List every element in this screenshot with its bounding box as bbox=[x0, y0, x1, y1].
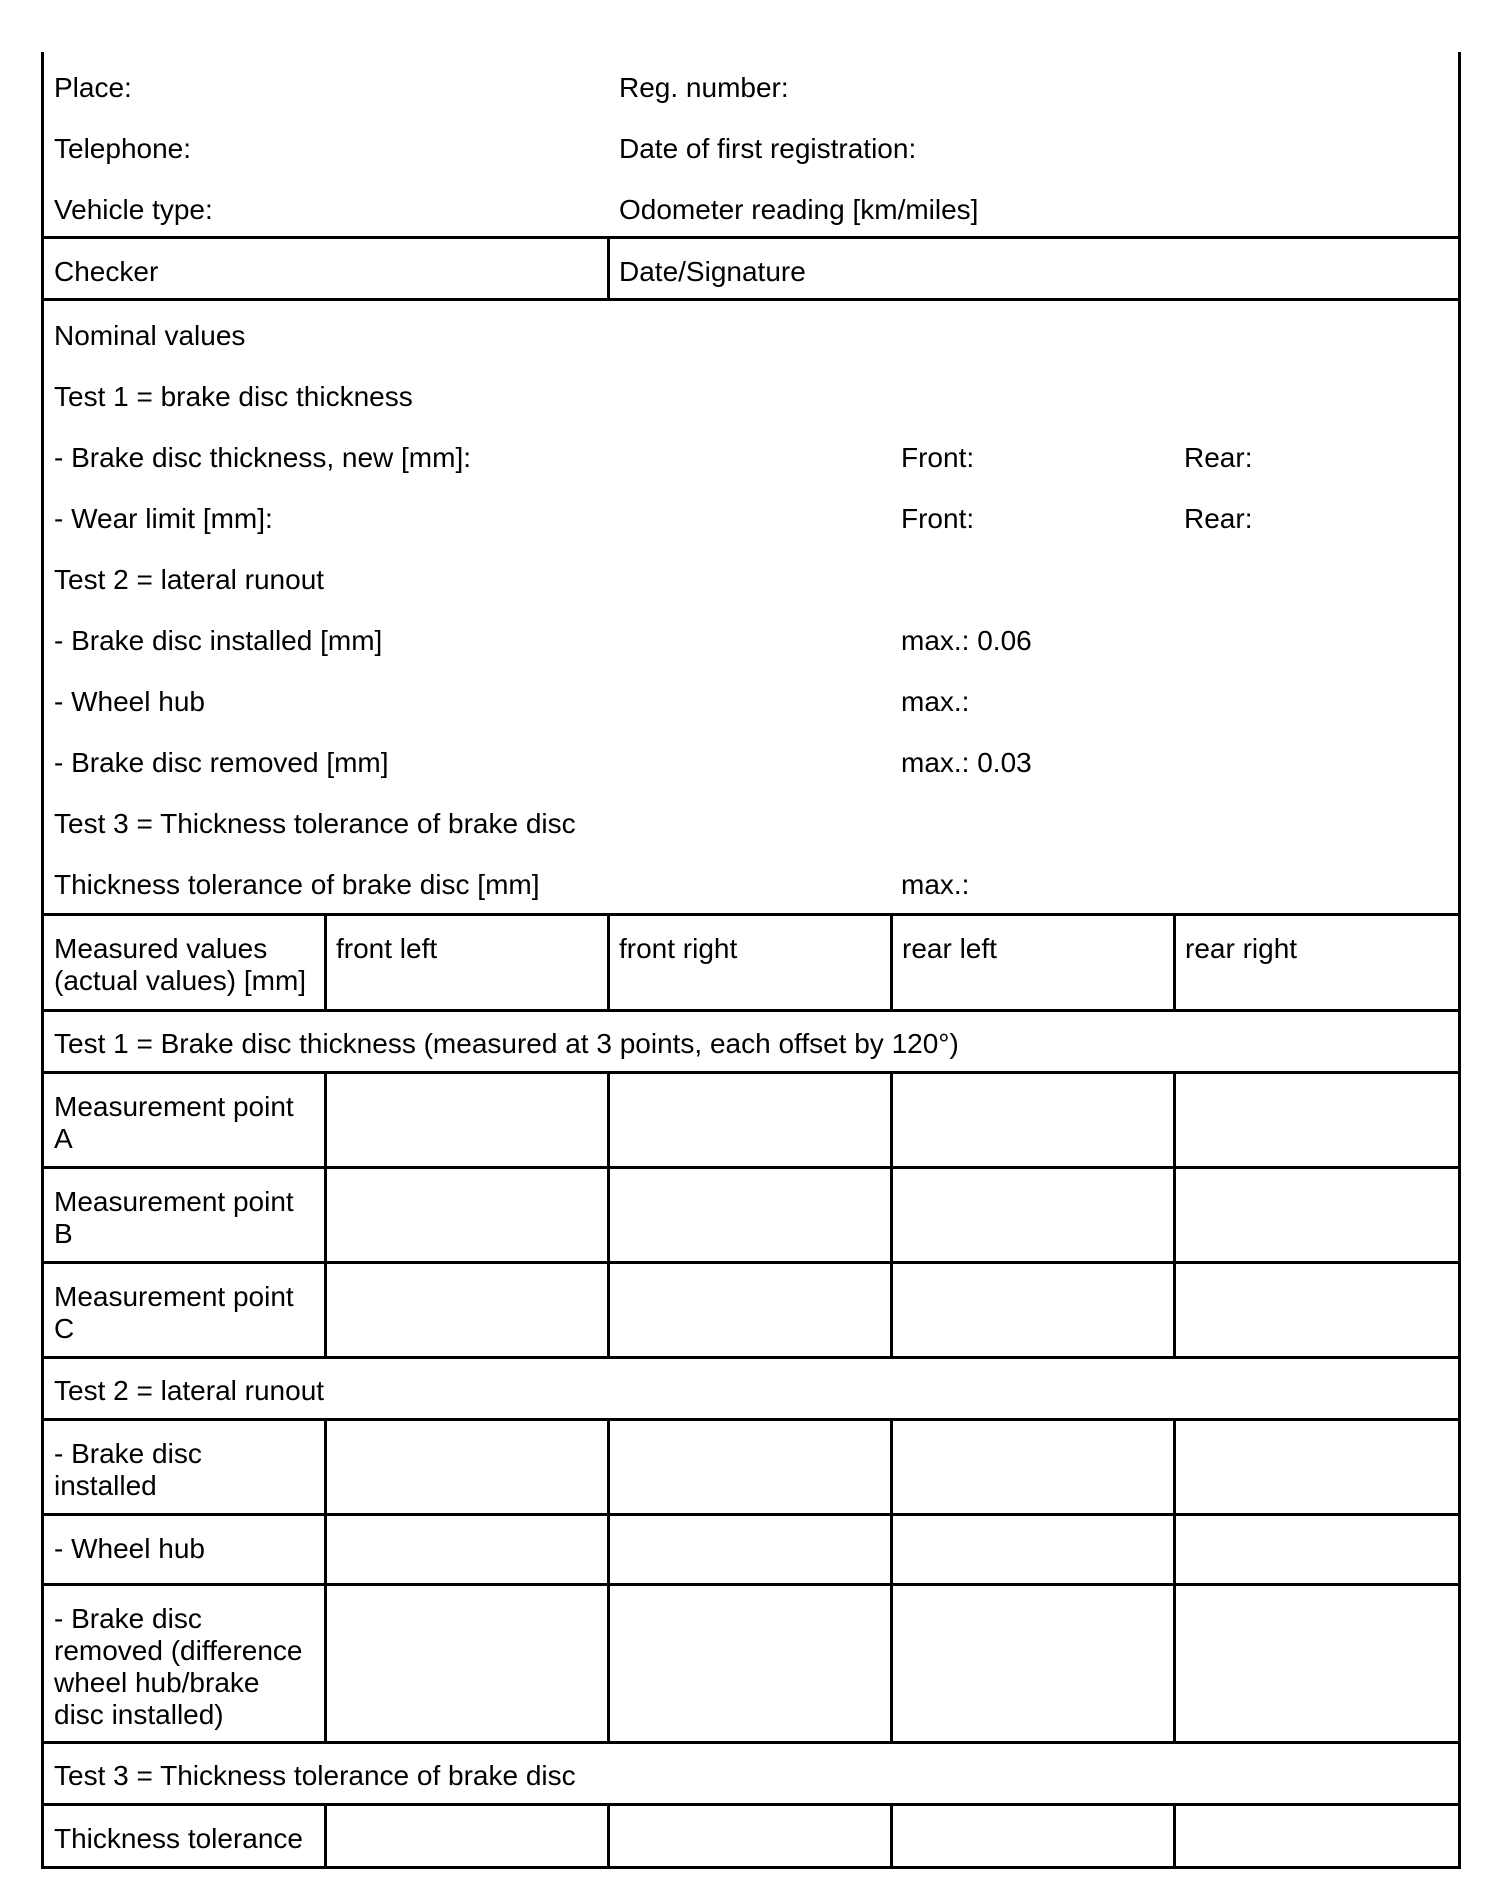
border-right bbox=[1458, 52, 1461, 1869]
wear-limit-front: Front: bbox=[901, 503, 975, 534]
measured-values-header: Measured values (actual values) [mm] bbox=[54, 933, 307, 996]
divider bbox=[41, 1418, 1461, 1421]
tolerance-label: Thickness tolerance of brake disc [mm] bbox=[54, 869, 540, 900]
column-divider bbox=[890, 1418, 893, 1743]
divider bbox=[41, 1166, 1461, 1169]
telephone-label: Telephone: bbox=[54, 133, 192, 164]
nominal-test2-title: Test 2 = lateral runout bbox=[54, 564, 325, 595]
wear-limit-label: - Wear limit [mm]: bbox=[54, 503, 273, 534]
disc-installed-max: max.: 0.06 bbox=[901, 625, 1032, 656]
nominal-test1-title: Test 1 = brake disc thickness bbox=[54, 381, 413, 412]
divider bbox=[41, 1583, 1461, 1586]
disc-installed-label: - Brake disc installed [mm] bbox=[54, 625, 383, 656]
measurement-point-b: Measurement point B bbox=[54, 1186, 294, 1249]
column-front-right: front right bbox=[619, 933, 738, 964]
column-divider bbox=[324, 1418, 327, 1743]
divider bbox=[41, 1866, 1461, 1869]
thickness-new-label: - Brake disc thickness, new [mm]: bbox=[54, 442, 472, 473]
measured-test2-title: Test 2 = lateral runout bbox=[54, 1375, 325, 1406]
column-divider bbox=[1173, 913, 1176, 1011]
date-signature-label: Date/Signature bbox=[619, 256, 806, 287]
column-divider bbox=[890, 1071, 893, 1358]
divider bbox=[41, 1741, 1461, 1744]
divider bbox=[41, 1261, 1461, 1264]
place-label: Place: bbox=[54, 72, 132, 103]
divider bbox=[41, 1356, 1461, 1359]
divider bbox=[41, 1009, 1461, 1012]
measured-test3-title: Test 3 = Thickness tolerance of brake disc bbox=[54, 1760, 576, 1791]
column-rear-right: rear right bbox=[1185, 933, 1298, 964]
divider bbox=[41, 1071, 1461, 1074]
disc-removed-label: - Brake disc removed [mm] bbox=[54, 747, 389, 778]
thickness-new-rear: Rear: bbox=[1184, 442, 1253, 473]
disc-removed-max: max.: 0.03 bbox=[901, 747, 1032, 778]
measurement-point-c: Measurement point C bbox=[54, 1281, 294, 1344]
column-divider bbox=[324, 1803, 327, 1869]
measured-test1-title: Test 1 = Brake disc thickness (measured at 3 points, each offset by 120°) bbox=[54, 1028, 959, 1059]
column-divider bbox=[324, 1071, 327, 1358]
wheel-hub-max: max.: bbox=[901, 686, 970, 717]
border-left bbox=[41, 52, 44, 1869]
measured-wheel-hub: - Wheel hub bbox=[54, 1533, 205, 1564]
divider bbox=[41, 1513, 1461, 1516]
measured-disc-installed: - Brake disc installed bbox=[54, 1438, 202, 1501]
vehicle-type-label: Vehicle type: bbox=[54, 194, 213, 225]
column-divider bbox=[607, 1071, 610, 1358]
thickness-new-front: Front: bbox=[901, 442, 975, 473]
column-divider bbox=[890, 1803, 893, 1869]
nominal-test3-title: Test 3 = Thickness tolerance of brake disc bbox=[54, 808, 576, 839]
column-divider bbox=[607, 1418, 610, 1743]
tolerance-max: max.: bbox=[901, 869, 970, 900]
column-divider bbox=[324, 913, 327, 1011]
measurement-point-a: Measurement point A bbox=[54, 1091, 294, 1154]
divider bbox=[41, 298, 1461, 301]
column-divider bbox=[607, 1803, 610, 1869]
reg-number-label: Reg. number: bbox=[619, 72, 789, 103]
first-registration-label: Date of first registration: bbox=[619, 133, 917, 164]
divider bbox=[41, 236, 1461, 239]
column-divider bbox=[607, 236, 610, 301]
nominal-values-title: Nominal values bbox=[54, 320, 246, 351]
wheel-hub-label: - Wheel hub bbox=[54, 686, 205, 717]
column-rear-left: rear left bbox=[902, 933, 997, 964]
column-divider bbox=[890, 913, 893, 1011]
column-divider bbox=[1173, 1803, 1176, 1869]
divider bbox=[41, 913, 1461, 916]
odometer-label: Odometer reading [km/miles] bbox=[619, 194, 979, 225]
checker-label: Checker bbox=[54, 256, 159, 287]
column-divider bbox=[1173, 1418, 1176, 1743]
column-divider bbox=[607, 913, 610, 1011]
column-divider bbox=[1173, 1071, 1176, 1358]
measured-disc-removed: - Brake disc removed (difference wheel hub/brake disc installed) bbox=[54, 1603, 303, 1730]
column-front-left: front left bbox=[336, 933, 438, 964]
wear-limit-rear: Rear: bbox=[1184, 503, 1253, 534]
divider bbox=[41, 1803, 1461, 1806]
thickness-tolerance-label: Thickness tolerance bbox=[54, 1823, 304, 1854]
